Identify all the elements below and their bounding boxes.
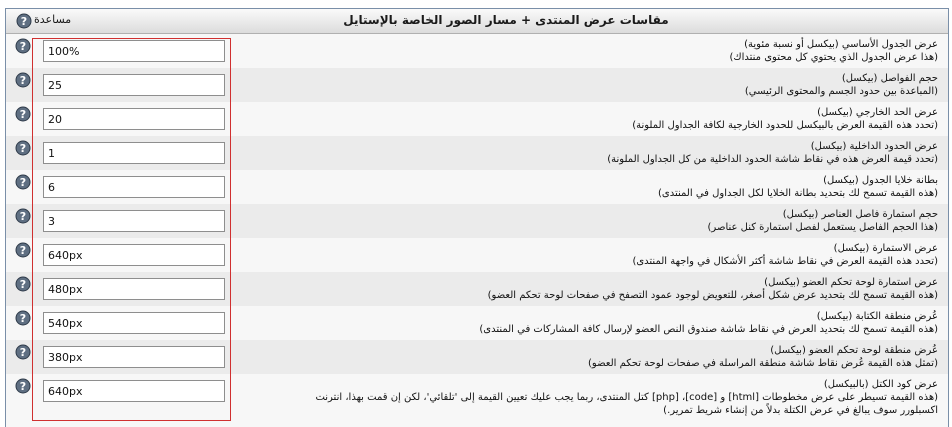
setting-title: عرض الحد الخارجي (بيكسل) xyxy=(817,107,938,118)
help-icon[interactable] xyxy=(15,106,31,122)
setting-description xyxy=(238,106,938,132)
setting-note: (هذا الحجم الفاصل يستعمل لفصل استمارة كنل عناصر) xyxy=(707,222,938,233)
help-icon[interactable] xyxy=(15,378,31,394)
setting-value-input[interactable] xyxy=(43,244,225,266)
svg-text:?: ? xyxy=(19,74,27,87)
setting-value-input[interactable] xyxy=(43,278,225,300)
svg-text:?: ? xyxy=(19,278,27,291)
setting-row xyxy=(6,238,948,273)
help-icon[interactable] xyxy=(15,140,31,156)
svg-text:?: ? xyxy=(19,312,27,325)
help-icon[interactable] xyxy=(15,344,31,360)
setting-note: (تمثل هذه القيمة عُرض نقاط شاشة منطقة المراسلة في صفحات لوحة تحكم العضو) xyxy=(588,358,938,369)
setting-title: عرض الجدول الأساسي (بيكسل أو نسبة مئوية) xyxy=(744,39,938,50)
setting-description xyxy=(238,344,938,370)
setting-title: عُرض منطقة الكتابة (بيكسل) xyxy=(816,311,938,322)
help-icon[interactable] xyxy=(15,72,31,88)
setting-note-continued: اكسبلورر سوف يبالغ في عرض الكتلة بدلاً من إنشاء شريط تمرير.) xyxy=(663,405,938,416)
setting-note: (هذه القيمة تسيطر على عرض مخطوطات [html] و [code]، [php] كتل المنتدى، ربما يجب عليك تعيين القيمة إلى 'تلقائي'، لكن إن قمت بهذا، انترنت xyxy=(315,392,938,403)
setting-description xyxy=(238,140,938,166)
setting-description xyxy=(238,310,938,336)
setting-note: (هذه القيمة تسمح لك بتحديد بطانة الخلايا لكل الجداول في المنتدى) xyxy=(658,188,938,199)
help-label[interactable]: مساعدة xyxy=(34,13,72,26)
setting-row xyxy=(6,34,948,69)
setting-note: (المباعدة بين حدود الجسم والمحتوى الرئيسي) xyxy=(744,86,938,97)
setting-value-input[interactable] xyxy=(43,312,225,334)
setting-value-input[interactable] xyxy=(43,210,225,232)
setting-note: (هذا عرض الجدول الذي يحتوي كل محتوى منتداك) xyxy=(729,52,938,63)
settings-panel xyxy=(5,8,949,427)
svg-text:?: ? xyxy=(19,244,27,257)
setting-row xyxy=(6,170,948,205)
setting-description xyxy=(238,378,938,417)
setting-value-input[interactable] xyxy=(43,142,225,164)
help-icon[interactable] xyxy=(15,276,31,292)
setting-row xyxy=(6,272,948,307)
setting-value-input[interactable] xyxy=(43,74,225,96)
help-icon[interactable] xyxy=(15,38,31,54)
setting-description xyxy=(238,38,938,64)
svg-text:?: ? xyxy=(20,15,28,28)
setting-row xyxy=(6,136,948,171)
setting-note: (هذه القيمة تسمح لك بتحديد العرض في نقاط شاشة صندوق النص العضو لإرسال كافة المشاركات في المنتدى) xyxy=(479,324,938,335)
svg-text:?: ? xyxy=(19,346,27,359)
svg-text:?: ? xyxy=(19,176,27,189)
setting-note: (تحدد هذه القيمة العرض بالبيكسل للحدود الخارجية لكافة الجداول الملونة) xyxy=(632,120,938,131)
help-icon[interactable] xyxy=(15,208,31,224)
help-icon[interactable] xyxy=(15,310,31,326)
panel-header xyxy=(6,9,948,34)
setting-description xyxy=(238,72,938,98)
setting-title: عرض الاستمارة (بيكسل) xyxy=(833,243,938,254)
setting-title: حجم استمارة فاصل العناصر (بيكسل) xyxy=(782,209,938,220)
setting-row xyxy=(6,102,948,137)
setting-value-input[interactable] xyxy=(43,380,225,402)
setting-row xyxy=(6,306,948,341)
setting-title: عُرض منطقة لوحة تحكم العضو (بيكسل) xyxy=(770,345,938,356)
svg-text:?: ? xyxy=(19,142,27,155)
setting-title: بطانة خلايا الجدول (بيكسل) xyxy=(823,175,938,186)
svg-text:?: ? xyxy=(19,380,27,393)
setting-description xyxy=(238,208,938,234)
svg-text:?: ? xyxy=(19,210,27,223)
setting-description xyxy=(238,242,938,268)
setting-row xyxy=(6,340,948,375)
setting-row xyxy=(6,374,948,427)
svg-text:?: ? xyxy=(19,40,27,53)
setting-note: (هذه القيمة تسمح لك بتحديد عرض شكل أصغر، للتعويض لوجود عمود التصفح في صفحات لوحة تحكم العضو) xyxy=(487,290,938,301)
setting-value-input[interactable] xyxy=(43,176,225,198)
setting-note: (تحدد هذه القيمة العرض في نقاط شاشة أكثر الأشكال في واجهة المنتدى) xyxy=(632,256,938,267)
help-icon[interactable] xyxy=(16,13,32,33)
svg-text:?: ? xyxy=(19,108,27,121)
help-icon[interactable] xyxy=(15,174,31,190)
setting-value-input[interactable] xyxy=(43,346,225,368)
setting-row xyxy=(6,204,948,239)
setting-title: حجم الفواصل (بيكسل) xyxy=(841,73,938,84)
setting-row xyxy=(6,68,948,103)
setting-description xyxy=(238,174,938,200)
setting-title: عرض كود الكتل (بالبيكسل) xyxy=(823,379,938,390)
setting-value-input[interactable] xyxy=(43,40,225,62)
setting-description xyxy=(238,276,938,302)
setting-value-input[interactable] xyxy=(43,108,225,130)
setting-note: (تحدد قيمة العرض هذه في نقاط شاشة الحدود الداخلية من كل الجداول الملونة) xyxy=(607,154,938,165)
setting-title: عرض الحدود الداخلية (بيكسل) xyxy=(810,141,938,152)
panel-title: مقاسات عرض المنتدى + مسار الصور الخاصة بالإستايل xyxy=(343,13,669,27)
setting-title: عرض استمارة لوحة تحكم العضو (بيكسل) xyxy=(764,277,938,288)
help-icon[interactable] xyxy=(15,242,31,258)
